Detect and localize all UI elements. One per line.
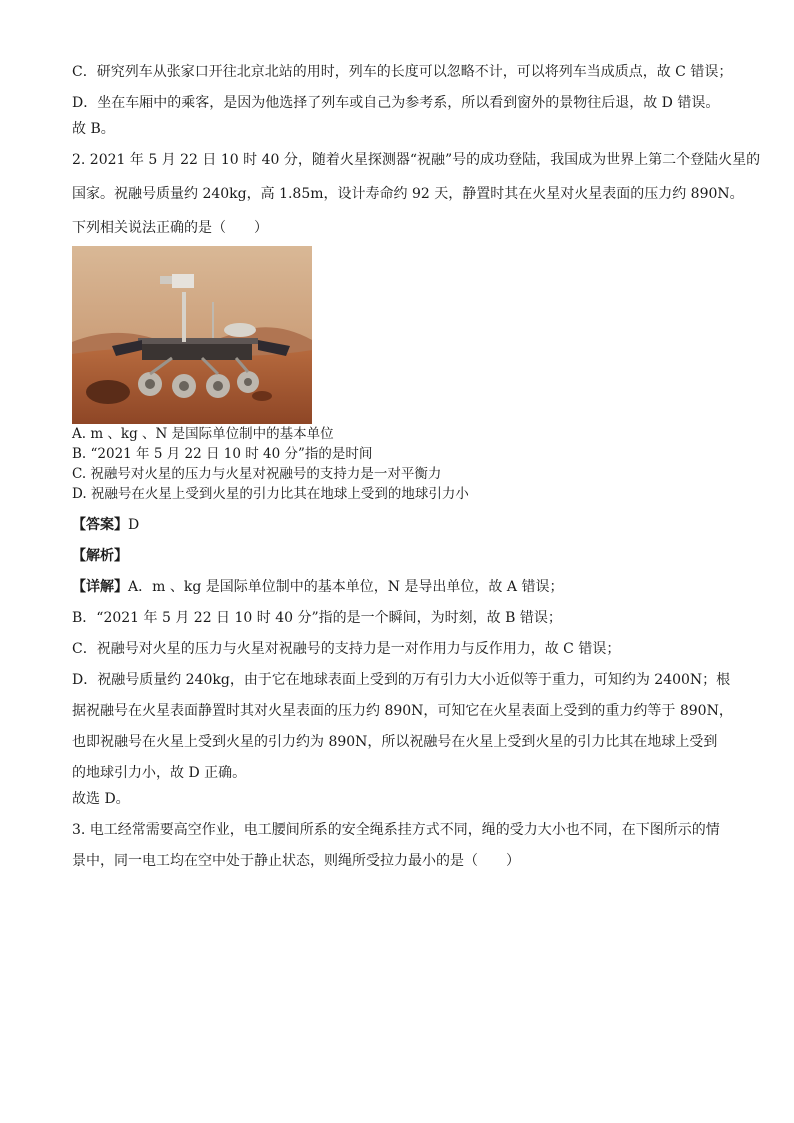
q1-option-c-explanation: C．研究列车从张家口开往北京北站的用时，列车的长度可以忽略不计，可以将列车当成质点，故 C 错误； bbox=[72, 64, 733, 80]
q2-option-b: B. “2021 年 5 月 22 日 10 时 40 分”指的是时间 bbox=[72, 446, 373, 462]
q2-detail-line-6: 也即祝融号在火星上受到火星的引力约为 890N，所以祝融号在火星上受到火星的引力比其在地球上受到 bbox=[72, 734, 718, 750]
q2-detail-line-7: 的地球引力小，故 D 正确。 bbox=[72, 765, 247, 781]
q3-stem-line-2: 景中，同一电工均在空中处于静止状态，则绳所受拉力最小的是（ ） bbox=[72, 853, 520, 869]
q2-analysis-label bbox=[72, 546, 732, 566]
q2-stem-line-2: 国家。祝融号质量约 240kg，高 1.85m，设计寿命约 92 天，静置时其在火星对火星表面的压力约 890N。 bbox=[72, 186, 744, 202]
q1-option-d-explanation: D．坐在车厢中的乘客，是因为他选择了列车或自己为参考系，所以看到窗外的景物往后退，故 D 错误。 bbox=[72, 95, 720, 111]
q2-answer bbox=[72, 515, 732, 535]
q2-detail-line-2: B．“2021 年 5 月 22 日 10 时 40 分”指的是一个瞬间，为时刻，故 B 错误； bbox=[72, 610, 562, 626]
mars-rover-image bbox=[72, 246, 312, 424]
q2-conclusion: 故选 D。 bbox=[72, 791, 130, 807]
q1-conclusion: 故 B。 bbox=[72, 121, 115, 137]
q2-detail-line-4: D．祝融号质量约 240kg，由于它在地球表面上受到的万有引力大小近似等于重力，可知约为 2400N；根 bbox=[72, 672, 731, 688]
detail-text: A．m 、kg 是国际单位制中的基本单位，N 是导出单位，故 A 错误； bbox=[128, 579, 564, 595]
q2-option-a: A. m 、kg 、N 是国际单位制中的基本单位 bbox=[72, 426, 334, 442]
q2-option-c: C. 祝融号对火星的压力与火星对祝融号的支持力是一对平衡力 bbox=[72, 466, 442, 482]
analysis-label: 【解析】 bbox=[72, 548, 128, 564]
document-page bbox=[72, 62, 761, 871]
q2-stem-line-1: 2. 2021 年 5 月 22 日 10 时 40 分，随着火星探测器“祝融”号的成功登陆，我国成为世界上第二个登陆火星的 bbox=[72, 152, 761, 168]
q2-detail-line-5: 据祝融号在火星表面静置时其对火星表面的压力约 890N，可知它在火星表面上受到的重力约等于 890N， bbox=[72, 703, 733, 719]
q2-detail-line-3: C．祝融号对火星的压力与火星对祝融号的支持力是一对作用力与反作用力，故 C 错误； bbox=[72, 641, 621, 657]
answer-label: 【答案】 bbox=[72, 517, 128, 533]
q3-stem-line-1: 3. 电工经常需要高空作业，电工腰间所系的安全绳系挂方式不同，绳的受力大小也不同，在下图所示的情 bbox=[72, 822, 720, 838]
q2-detail-line-1 bbox=[72, 577, 732, 597]
answer-value: D bbox=[128, 517, 140, 533]
q2-option-d: D. 祝融号在火星上受到火星的引力比其在地球上受到的地球引力小 bbox=[72, 486, 469, 502]
q2-stem-line-3: 下列相关说法正确的是（ ） bbox=[72, 220, 268, 236]
detail-label: 【详解】 bbox=[72, 579, 128, 595]
mars-rover-illustration bbox=[72, 246, 312, 424]
